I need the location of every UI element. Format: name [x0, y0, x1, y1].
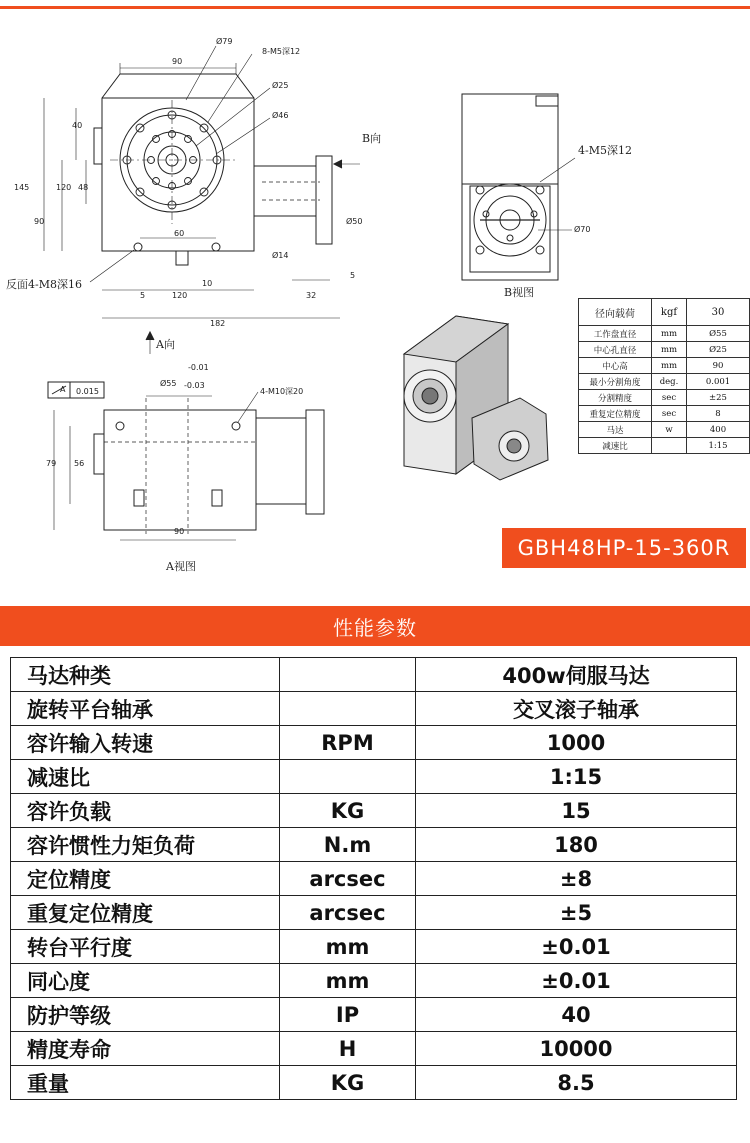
- dim-h40: 40: [72, 121, 83, 130]
- dim-n10: 10: [202, 279, 213, 288]
- dim-w32: 32: [306, 291, 317, 300]
- dim-h145: 145: [14, 183, 30, 192]
- a-view-h56: 56: [74, 459, 85, 468]
- table-row: 中心孔直径 mm Ø25: [579, 342, 750, 358]
- a-view-tol-lower: -0.03: [184, 381, 205, 390]
- dim-n5b: 5: [140, 291, 146, 300]
- table-row: 容许负载 KG 15: [11, 794, 737, 828]
- a-view-h79: 79: [46, 459, 57, 468]
- table-row: 最小分割角度 deg. 0.001: [579, 374, 750, 390]
- dim-w90: 90: [172, 57, 183, 66]
- table-row: 中心高 mm 90: [579, 358, 750, 374]
- table-row: 转台平行度 mm ±0.01: [11, 930, 737, 964]
- dim-h48: 48: [78, 183, 89, 192]
- dim-w60: 60: [174, 229, 185, 238]
- table-row: 定位精度 arcsec ±8: [11, 862, 737, 896]
- table-row: 重复定位精度 arcsec ±5: [11, 896, 737, 930]
- rear-holes-note: 反面4-M8深16: [6, 278, 82, 291]
- table-row: 分割精度 sec ±25: [579, 390, 750, 406]
- dim-d14: Ø14: [272, 251, 289, 260]
- b-view-title: B视图: [504, 286, 535, 299]
- mini-spec-table: [578, 298, 750, 454]
- a-view-flatness: 0.015: [76, 387, 99, 396]
- dim-d46: Ø46: [272, 111, 289, 120]
- a-arrow-label: A向: [156, 338, 175, 351]
- dim-d25: Ø25: [272, 81, 289, 90]
- table-row: 防护等级 IP 40: [11, 998, 737, 1032]
- a-view-holes: 4-M10深20: [260, 387, 304, 396]
- b-view-d70: Ø70: [574, 225, 591, 234]
- top-accent-rule: [0, 6, 750, 9]
- performance-table: [10, 657, 737, 1100]
- dim-h120: 120: [56, 183, 72, 192]
- dim-n5a: 5: [350, 271, 356, 280]
- model-number-banner: GBH48HP-15-360R: [502, 528, 746, 568]
- performance-title: 性能参数: [0, 606, 750, 646]
- table-row: 马达 w 400: [579, 422, 750, 438]
- table-row: 马达种类 400w伺服马达: [11, 658, 737, 692]
- dim-w182: 182: [210, 319, 226, 328]
- table-row: 重复定位精度 sec 8: [579, 406, 750, 422]
- a-view: [48, 382, 324, 540]
- a-view-w90: 90: [174, 527, 185, 536]
- a-view-title: A视图: [166, 560, 196, 573]
- table-row: 重量 KG 8.5: [11, 1066, 737, 1100]
- product-isometric: [404, 316, 548, 480]
- b-view-holes: 4-M5深12: [578, 144, 632, 157]
- table-row: 容许输入转速 RPM 1000: [11, 726, 737, 760]
- a-view-datum: A: [60, 385, 66, 394]
- table-row: 减速比 1:15: [579, 438, 750, 454]
- dim-d79: Ø79: [216, 37, 233, 46]
- dim-h90: 90: [34, 217, 45, 226]
- b-view: [462, 94, 575, 280]
- table-row: 旋转平台轴承 交叉滚子轴承: [11, 692, 737, 726]
- a-view-d55: Ø55: [160, 379, 177, 388]
- table-row: 工作盘直径 mm Ø55: [579, 326, 750, 342]
- b-arrow-label: B向: [362, 132, 382, 145]
- dim-d50: Ø50: [346, 217, 363, 226]
- table-row: 径向载荷 kgf 30: [579, 299, 750, 326]
- dim-w120: 120: [172, 291, 188, 300]
- table-row: 同心度 mm ±0.01: [11, 964, 737, 998]
- dim-holes-top: 8-M5深12: [262, 47, 301, 56]
- table-row: 减速比 1:15: [11, 760, 737, 794]
- a-view-tol-upper: -0.01: [188, 363, 209, 372]
- front-view: [44, 46, 363, 354]
- table-row: 容许惯性力矩负荷 N.m 180: [11, 828, 737, 862]
- table-row: 精度寿命 H 10000: [11, 1032, 737, 1066]
